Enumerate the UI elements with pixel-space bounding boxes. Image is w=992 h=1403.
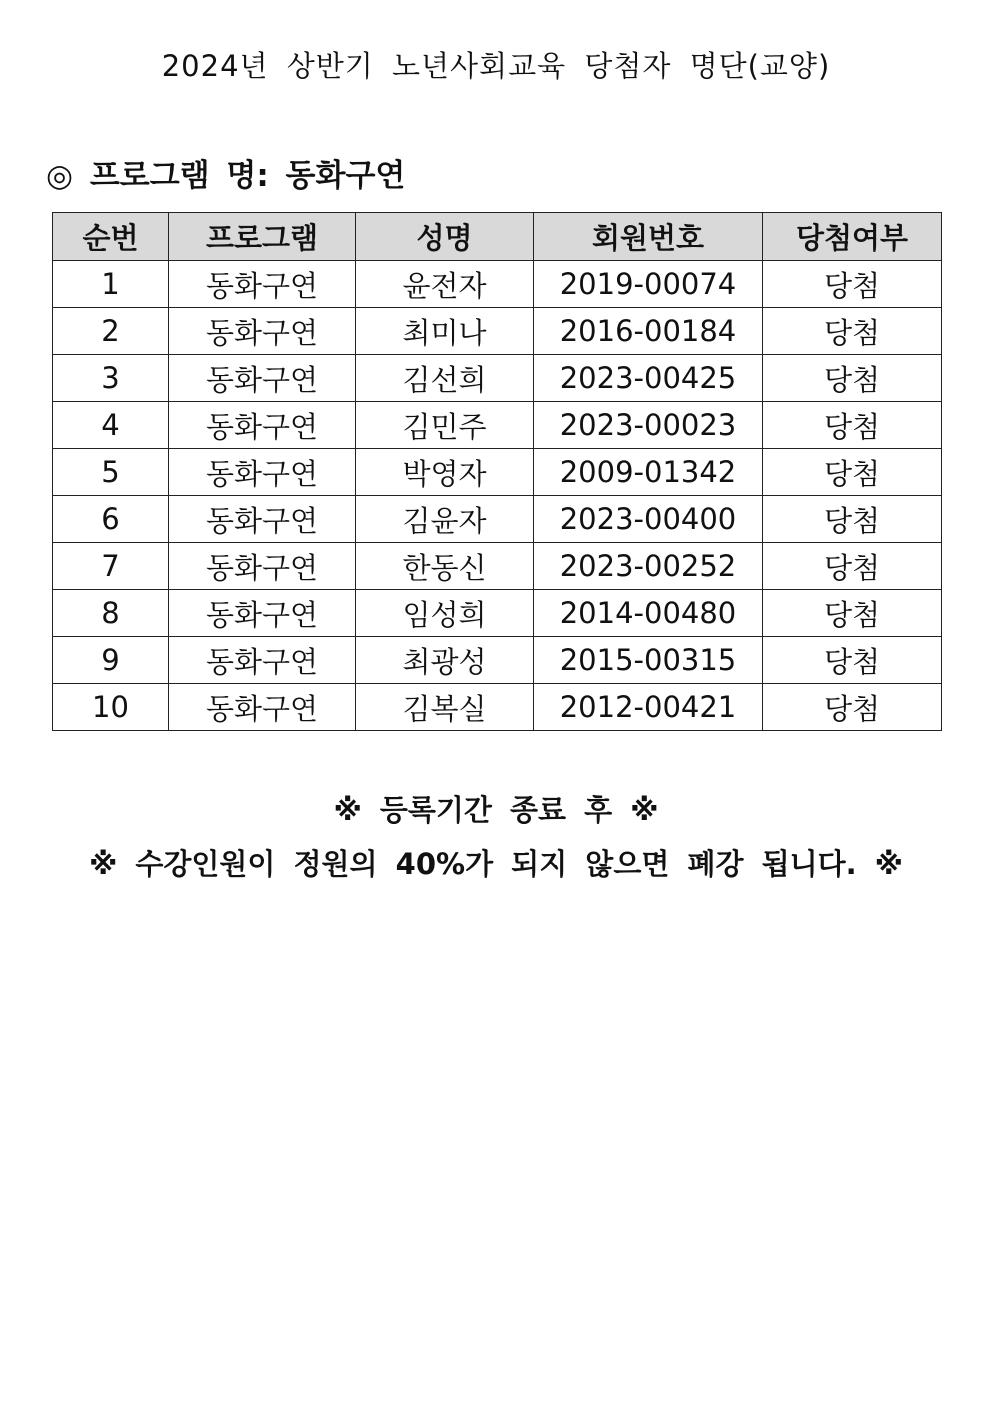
cell-result: 당첨 [763,261,942,308]
cell-seq: 9 [53,637,169,684]
cell-member-no: 2019-00074 [534,261,763,308]
cell-member-no: 2015-00315 [534,637,763,684]
cell-program: 동화구연 [169,496,356,543]
cell-member-no: 2016-00184 [534,308,763,355]
cell-seq: 1 [53,261,169,308]
cell-result: 당첨 [763,684,942,731]
table-row [53,402,942,449]
table-row [53,543,942,590]
cell-name: 박영자 [356,449,534,496]
cell-name: 최미나 [356,308,534,355]
winners-table [52,212,942,731]
cell-member-no: 2023-00425 [534,355,763,402]
cell-name: 임성희 [356,590,534,637]
cell-result: 당첨 [763,590,942,637]
cell-seq: 7 [53,543,169,590]
header-seq: 순번 [53,213,169,261]
cancellation-note: ※ 수강인원이 정원의 40%가 되지 않으면 폐강 됩니다. ※ [89,847,903,881]
cell-result: 당첨 [763,637,942,684]
table-row [53,496,942,543]
cell-seq: 3 [53,355,169,402]
table-row [53,590,942,637]
cell-name: 김윤자 [356,496,534,543]
cell-program: 동화구연 [169,590,356,637]
table-row [53,355,942,402]
cell-result: 당첨 [763,308,942,355]
cell-result: 당첨 [763,355,942,402]
table-row [53,449,942,496]
document-title: 2024년 상반기 노년사회교육 당첨자 명단(교양) [161,49,831,83]
cell-member-no: 2009-01342 [534,449,763,496]
cell-name: 최광성 [356,637,534,684]
cell-member-no: 2023-00023 [534,402,763,449]
cell-seq: 6 [53,496,169,543]
cell-seq: 5 [53,449,169,496]
cell-member-no: 2023-00252 [534,543,763,590]
cell-name: 윤전자 [356,261,534,308]
cell-member-no: 2012-00421 [534,684,763,731]
table-row [53,637,942,684]
cell-seq: 2 [53,308,169,355]
header-member-no: 회원번호 [534,213,763,261]
table-row [53,308,942,355]
cell-name: 김복실 [356,684,534,731]
cell-program: 동화구연 [169,449,356,496]
cell-name: 한동신 [356,543,534,590]
cell-result: 당첨 [763,496,942,543]
header-program: 프로그램 [169,213,356,261]
header-name: 성명 [356,213,534,261]
cell-seq: 8 [53,590,169,637]
table-row [53,261,942,308]
cell-result: 당첨 [763,402,942,449]
cell-program: 동화구연 [169,637,356,684]
cell-program: 동화구연 [169,402,356,449]
table-row [53,684,942,731]
header-result: 당첨여부 [763,213,942,261]
program-name-line: ◎ 프로그램 명: 동화구연 [46,158,406,194]
cell-seq: 4 [53,402,169,449]
cell-member-no: 2023-00400 [534,496,763,543]
registration-note: ※ 등록기간 종료 후 ※ [333,793,659,827]
cell-result: 당첨 [763,543,942,590]
cell-name: 김민주 [356,402,534,449]
cell-program: 동화구연 [169,543,356,590]
cell-result: 당첨 [763,449,942,496]
cell-program: 동화구연 [169,355,356,402]
cell-program: 동화구연 [169,261,356,308]
table-header-row [53,213,942,261]
cell-seq: 10 [53,684,169,731]
cell-program: 동화구연 [169,684,356,731]
cell-member-no: 2014-00480 [534,590,763,637]
cell-program: 동화구연 [169,308,356,355]
cell-name: 김선희 [356,355,534,402]
